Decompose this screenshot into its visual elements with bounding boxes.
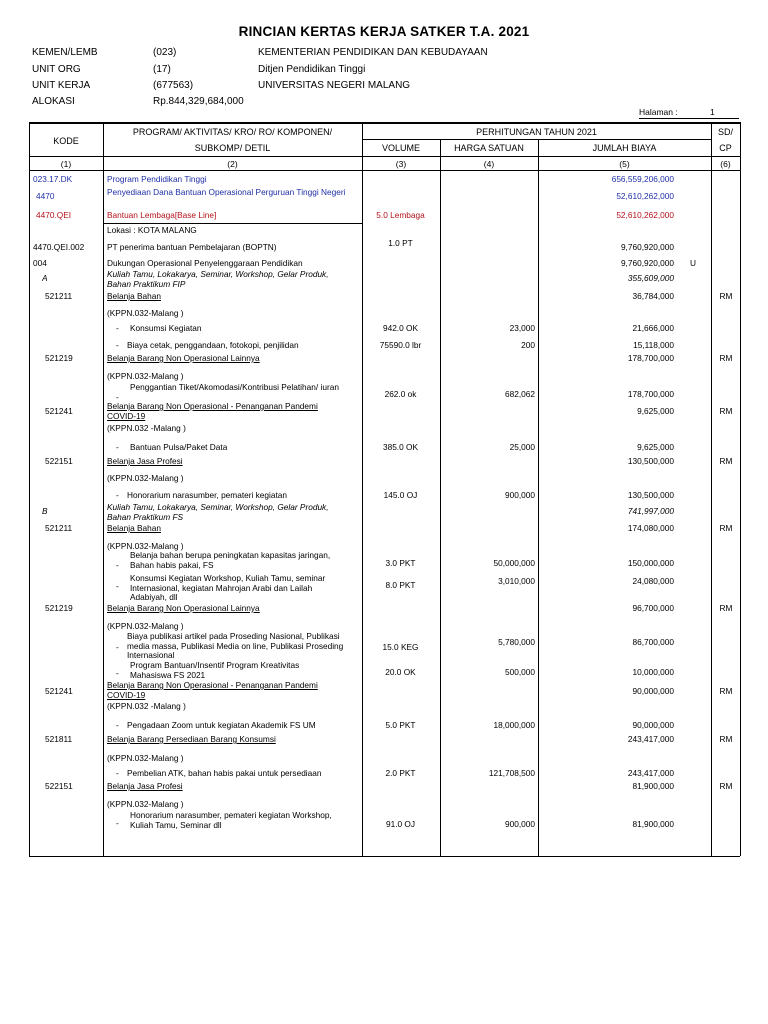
- header-cp: CP: [719, 143, 732, 153]
- kode-cell: 4470.QEI: [36, 210, 72, 220]
- header-bottom-border: [29, 156, 740, 157]
- jumlah-cell: 21,666,000: [632, 323, 674, 333]
- meta-row-alokasi: [32, 96, 592, 110]
- desc-cell: Belanja bahan berupa peningkatan kapasitas jaringan, Bahan habis pakai, FS: [130, 550, 331, 570]
- jumlah-cell: 52,610,262,000: [616, 191, 674, 201]
- kode-cell: 521219: [45, 603, 73, 613]
- cp-cell: RM: [719, 686, 733, 696]
- harga-cell: 200: [521, 340, 535, 350]
- jumlah-cell: 130,500,000: [627, 490, 674, 500]
- meta-row-unit-kerja: [32, 80, 592, 94]
- volume-cell: 145.0 OJ: [383, 490, 418, 500]
- desc-cell: Program Pendidikan Tinggi: [107, 174, 207, 184]
- desc-cell: Belanja Barang Non Operasional Lainnya: [107, 353, 260, 363]
- desc-cell: Pembelian ATK, bahan habis pakai untuk persediaan: [127, 768, 322, 778]
- meta-row-unit-org: [32, 64, 592, 78]
- kode-cell: 4470: [36, 191, 55, 201]
- jumlah-cell: 243,417,000: [627, 734, 674, 744]
- jumlah-cell: 36,784,000: [632, 291, 674, 301]
- desc-cell: (KPPN.032-Malang ): [107, 541, 184, 551]
- col-number-5: (5): [619, 159, 630, 169]
- kode-cell: 004: [33, 258, 47, 268]
- meta-code: (023): [153, 47, 177, 58]
- desc-cell: (KPPN.032-Malang ): [107, 308, 184, 318]
- desc-cell: Program Bantuan/Insentif Program Kreativitas Mahasiswa FS 2021: [130, 660, 300, 680]
- meta-label: KEMEN/LEMB: [32, 47, 98, 58]
- jumlah-cell: 150,000,000: [627, 558, 674, 568]
- halaman-underline: [639, 118, 739, 119]
- harga-cell: 25,000: [509, 442, 535, 452]
- bullet-dash: -: [116, 323, 119, 333]
- meta-label: UNIT ORG: [32, 64, 81, 75]
- kode-cell: 521241: [45, 406, 73, 416]
- col-border-harga: [538, 139, 539, 856]
- kode-cell: 522151: [45, 781, 73, 791]
- col-number-3: (3): [395, 159, 407, 169]
- col-border-right: [740, 122, 741, 856]
- kode-cell: B: [42, 506, 48, 516]
- kode-cell: A: [42, 273, 48, 283]
- col-border-jumlah: [711, 122, 712, 856]
- desc-cell: Belanja Barang Non Operasional - Penanganan Pandemi COVID-19: [107, 401, 318, 421]
- col-number-2: (2): [227, 159, 238, 169]
- volume-cell: 91.0 OJ: [385, 819, 416, 829]
- bullet-dash: -: [116, 818, 119, 828]
- desc-cell: Bantuan Lembaga[Base Line]: [107, 210, 217, 220]
- cp-cell: RM: [719, 406, 733, 416]
- volume-cell: 75590.0 lbr: [379, 340, 422, 350]
- harga-cell: 23,000: [509, 323, 535, 333]
- kode-cell: 522151: [45, 456, 73, 466]
- sd-cell: U: [690, 258, 696, 268]
- cp-cell: RM: [719, 291, 733, 301]
- desc-cell: Belanja Jasa Profesi: [107, 781, 183, 791]
- harga-cell: 682,062: [505, 389, 535, 399]
- cp-cell: RM: [719, 353, 733, 363]
- bullet-dash: -: [116, 442, 119, 452]
- desc-cell: Dukungan Operasional Penyelenggaraan Pendidikan: [107, 258, 303, 268]
- cp-cell: RM: [719, 523, 733, 533]
- jumlah-cell: 90,000,000: [632, 720, 674, 730]
- page-title: RINCIAN KERTAS KERJA SATKER T.A. 2021: [238, 24, 530, 39]
- meta-code: (17): [153, 64, 171, 75]
- header-perhitungan: PERHITUNGAN TAHUN 2021: [476, 127, 597, 137]
- desc-cell: (KPPN.032 -Malang ): [107, 423, 186, 433]
- jumlah-cell: 243,417,000: [627, 768, 674, 778]
- desc-cell: Lokasi : KOTA MALANG: [107, 225, 197, 235]
- kode-cell: 521811: [45, 734, 73, 744]
- bullet-dash: -: [116, 668, 119, 678]
- desc-cell: (KPPN.032-Malang ): [107, 799, 184, 809]
- harga-cell: 3,010,000: [498, 576, 535, 586]
- col-border-program: [362, 122, 363, 856]
- volume-cell: 5.0 Lembaga: [376, 210, 425, 220]
- desc-cell: Penyediaan Dana Bantuan Operasional Perguruan Tinggi Negeri: [107, 187, 346, 197]
- kode-cell: 521211: [45, 523, 73, 533]
- desc-cell: (KPPN.032-Malang ): [107, 371, 184, 381]
- jumlah-cell: 52,610,262,000: [616, 210, 674, 220]
- col-border-left: [29, 122, 30, 856]
- header-divider: [362, 139, 711, 140]
- desc-cell: Pengadaan Zoom untuk kegiatan Akademik FS UM: [127, 720, 316, 730]
- bullet-dash: -: [116, 581, 119, 591]
- jumlah-cell: 9,625,000: [637, 442, 674, 452]
- jumlah-cell: 178,700,000: [627, 353, 674, 363]
- desc-cell: Belanja Bahan: [107, 291, 161, 301]
- volume-cell: 8.0 PKT: [385, 580, 416, 590]
- bullet-dash: -: [116, 490, 119, 500]
- bullet-dash: -: [116, 642, 119, 652]
- volume-cell: 5.0 PKT: [385, 720, 416, 730]
- jumlah-cell: 355,609,000: [627, 273, 674, 283]
- volume-cell: 942.0 OK: [382, 323, 419, 333]
- volume-cell: 385.0 OK: [382, 442, 419, 452]
- jumlah-cell: 81,900,000: [632, 819, 674, 829]
- table-top-border: [29, 122, 740, 124]
- header-subkomp: SUBKOMP/ DETIL: [194, 143, 271, 153]
- halaman-value: 1: [710, 107, 715, 117]
- kode-cell: 521219: [45, 353, 73, 363]
- volume-cell: 3.0 PKT: [385, 558, 416, 568]
- kode-cell: 023.17.DK: [33, 174, 73, 184]
- harga-cell: 18,000,000: [493, 720, 535, 730]
- desc-cell: Honorarium narasumber, pemateri kegiatan Workshop, Kuliah Tamu, Seminar dll: [130, 810, 332, 830]
- desc-cell: Kuliah Tamu, Lokakarya, Seminar, Workshop, Gelar Produk, Bahan Praktikum FS: [107, 502, 329, 522]
- jumlah-cell: 15,118,000: [633, 340, 674, 350]
- harga-cell: 900,000: [505, 819, 535, 829]
- desc-cell: Konsumsi Kegiatan: [130, 323, 202, 333]
- desc-cell: Honorarium narasumber, pemateri kegiatan: [127, 490, 288, 500]
- jumlah-cell: 81,900,000: [632, 781, 674, 791]
- desc-cell: Belanja Barang Non Operasional - Penanganan Pandemi COVID-19: [107, 680, 318, 700]
- kode-cell: 521211: [45, 291, 73, 301]
- cp-cell: RM: [719, 603, 733, 613]
- bullet-dash: -: [116, 720, 119, 730]
- desc-cell: Konsumsi Kegiatan Workshop, Kuliah Tamu, seminar Internasional, kegiatan Mahrojan Arabi dan Lailah Adabiyah, dll: [130, 573, 326, 602]
- volume-cell: 262.0 ok: [384, 389, 417, 399]
- jumlah-cell: 9,760,920,000: [620, 258, 674, 268]
- desc-cell: Bantuan Pulsa/Paket Data: [130, 442, 228, 452]
- harga-cell: 121,708,500: [488, 768, 535, 778]
- desc-cell: Belanja Barang Non Operasional Lainnya: [107, 603, 260, 613]
- bullet-dash: -: [116, 340, 119, 350]
- desc-cell: Belanja Bahan: [107, 523, 161, 533]
- meta-name: UNIVERSITAS NEGERI MALANG: [258, 80, 411, 91]
- header-harga: HARGA SATUAN: [454, 143, 524, 153]
- desc-cell: (KPPN.032-Malang ): [107, 621, 184, 631]
- desc-cell: Belanja Barang Persediaan Barang Konsumsi: [107, 734, 276, 744]
- col-number-6: (6): [720, 159, 731, 169]
- header-jumlah: JUMLAH BIAYA: [592, 143, 657, 153]
- jumlah-cell: 96,700,000: [632, 603, 674, 613]
- jumlah-cell: 10,000,000: [632, 667, 674, 677]
- harga-cell: 500,000: [505, 667, 535, 677]
- base-line-border: [103, 223, 362, 224]
- number-row-border: [29, 170, 740, 171]
- col-number-4: (4): [483, 159, 495, 169]
- meta-code: (677563): [153, 80, 194, 91]
- jumlah-cell: 741,997,000: [627, 506, 674, 516]
- jumlah-cell: 130,500,000: [627, 456, 674, 466]
- desc-cell: Kuliah Tamu, Lokakarya, Seminar, Workshop, Gelar Produk, Bahan Praktikum FIP: [107, 269, 329, 289]
- desc-cell: Belanja Jasa Profesi: [107, 456, 183, 466]
- col-border-kode: [103, 122, 104, 856]
- volume-cell: 1.0 PT: [388, 238, 413, 248]
- desc-cell: PT penerima bantuan Pembelajaran (BOPTN): [107, 242, 277, 252]
- header-sd: SD/: [717, 127, 733, 137]
- table-bottom-border: [29, 856, 740, 857]
- jumlah-cell: 178,700,000: [627, 389, 674, 399]
- harga-cell: 5,780,000: [498, 637, 535, 647]
- cp-cell: RM: [719, 734, 733, 744]
- jumlah-cell: 656,559,206,000: [611, 174, 674, 184]
- harga-cell: 900,000: [505, 490, 535, 500]
- cp-cell: RM: [719, 781, 733, 791]
- jumlah-cell: 9,760,920,000: [620, 242, 674, 252]
- bullet-dash: -: [116, 392, 119, 402]
- desc-cell: (KPPN.032-Malang ): [107, 473, 184, 483]
- volume-cell: 2.0 PKT: [385, 768, 416, 778]
- jumlah-cell: 174,080,000: [627, 523, 674, 533]
- meta-row-kemen: [32, 47, 592, 61]
- jumlah-cell: 86,700,000: [632, 637, 674, 647]
- meta-label: UNIT KERJA: [32, 80, 91, 91]
- jumlah-cell: 24,080,000: [632, 576, 674, 586]
- bullet-dash: -: [116, 768, 119, 778]
- header-volume: VOLUME: [381, 143, 420, 153]
- kode-cell: 521241: [45, 686, 73, 696]
- meta-name: Ditjen Pendidikan Tinggi: [258, 64, 366, 75]
- meta-code: Rp.844,329,684,000: [153, 96, 244, 107]
- halaman-label: Halaman :: [639, 107, 678, 117]
- volume-cell: 20.0 OK: [385, 667, 416, 677]
- desc-cell: (KPPN.032 -Malang ): [107, 701, 186, 711]
- header-program: PROGRAM/ AKTIVITAS/ KRO/ RO/ KOMPONEN/: [132, 127, 333, 137]
- jumlah-cell: 9,625,000: [637, 406, 674, 416]
- col-number-1: (1): [60, 159, 72, 169]
- desc-cell: Biaya publikasi artikel pada Proseding Nasional, Publikasi media massa, Publikasi Media on line, Publikasi Proseding Internasional: [127, 631, 344, 660]
- meta-label: ALOKASI: [32, 96, 75, 107]
- volume-cell: 15.0 KEG: [382, 642, 419, 652]
- meta-name: KEMENTERIAN PENDIDIKAN DAN KEBUDAYAAN: [258, 47, 488, 58]
- desc-cell: Biaya cetak, penggandaan, fotokopi, penjilidan: [127, 340, 299, 350]
- harga-cell: 50,000,000: [493, 558, 535, 568]
- desc-cell: (KPPN.032-Malang ): [107, 753, 184, 763]
- desc-cell: Penggantian Tiket/Akomodasi/Kontribusi Pelatihan/ iuran: [130, 382, 339, 392]
- cp-cell: RM: [719, 456, 733, 466]
- kode-cell: 4470.QEI.002: [33, 242, 85, 252]
- header-kode: KODE: [53, 136, 79, 146]
- bullet-dash: -: [116, 560, 119, 570]
- jumlah-cell: 90,000,000: [632, 686, 674, 696]
